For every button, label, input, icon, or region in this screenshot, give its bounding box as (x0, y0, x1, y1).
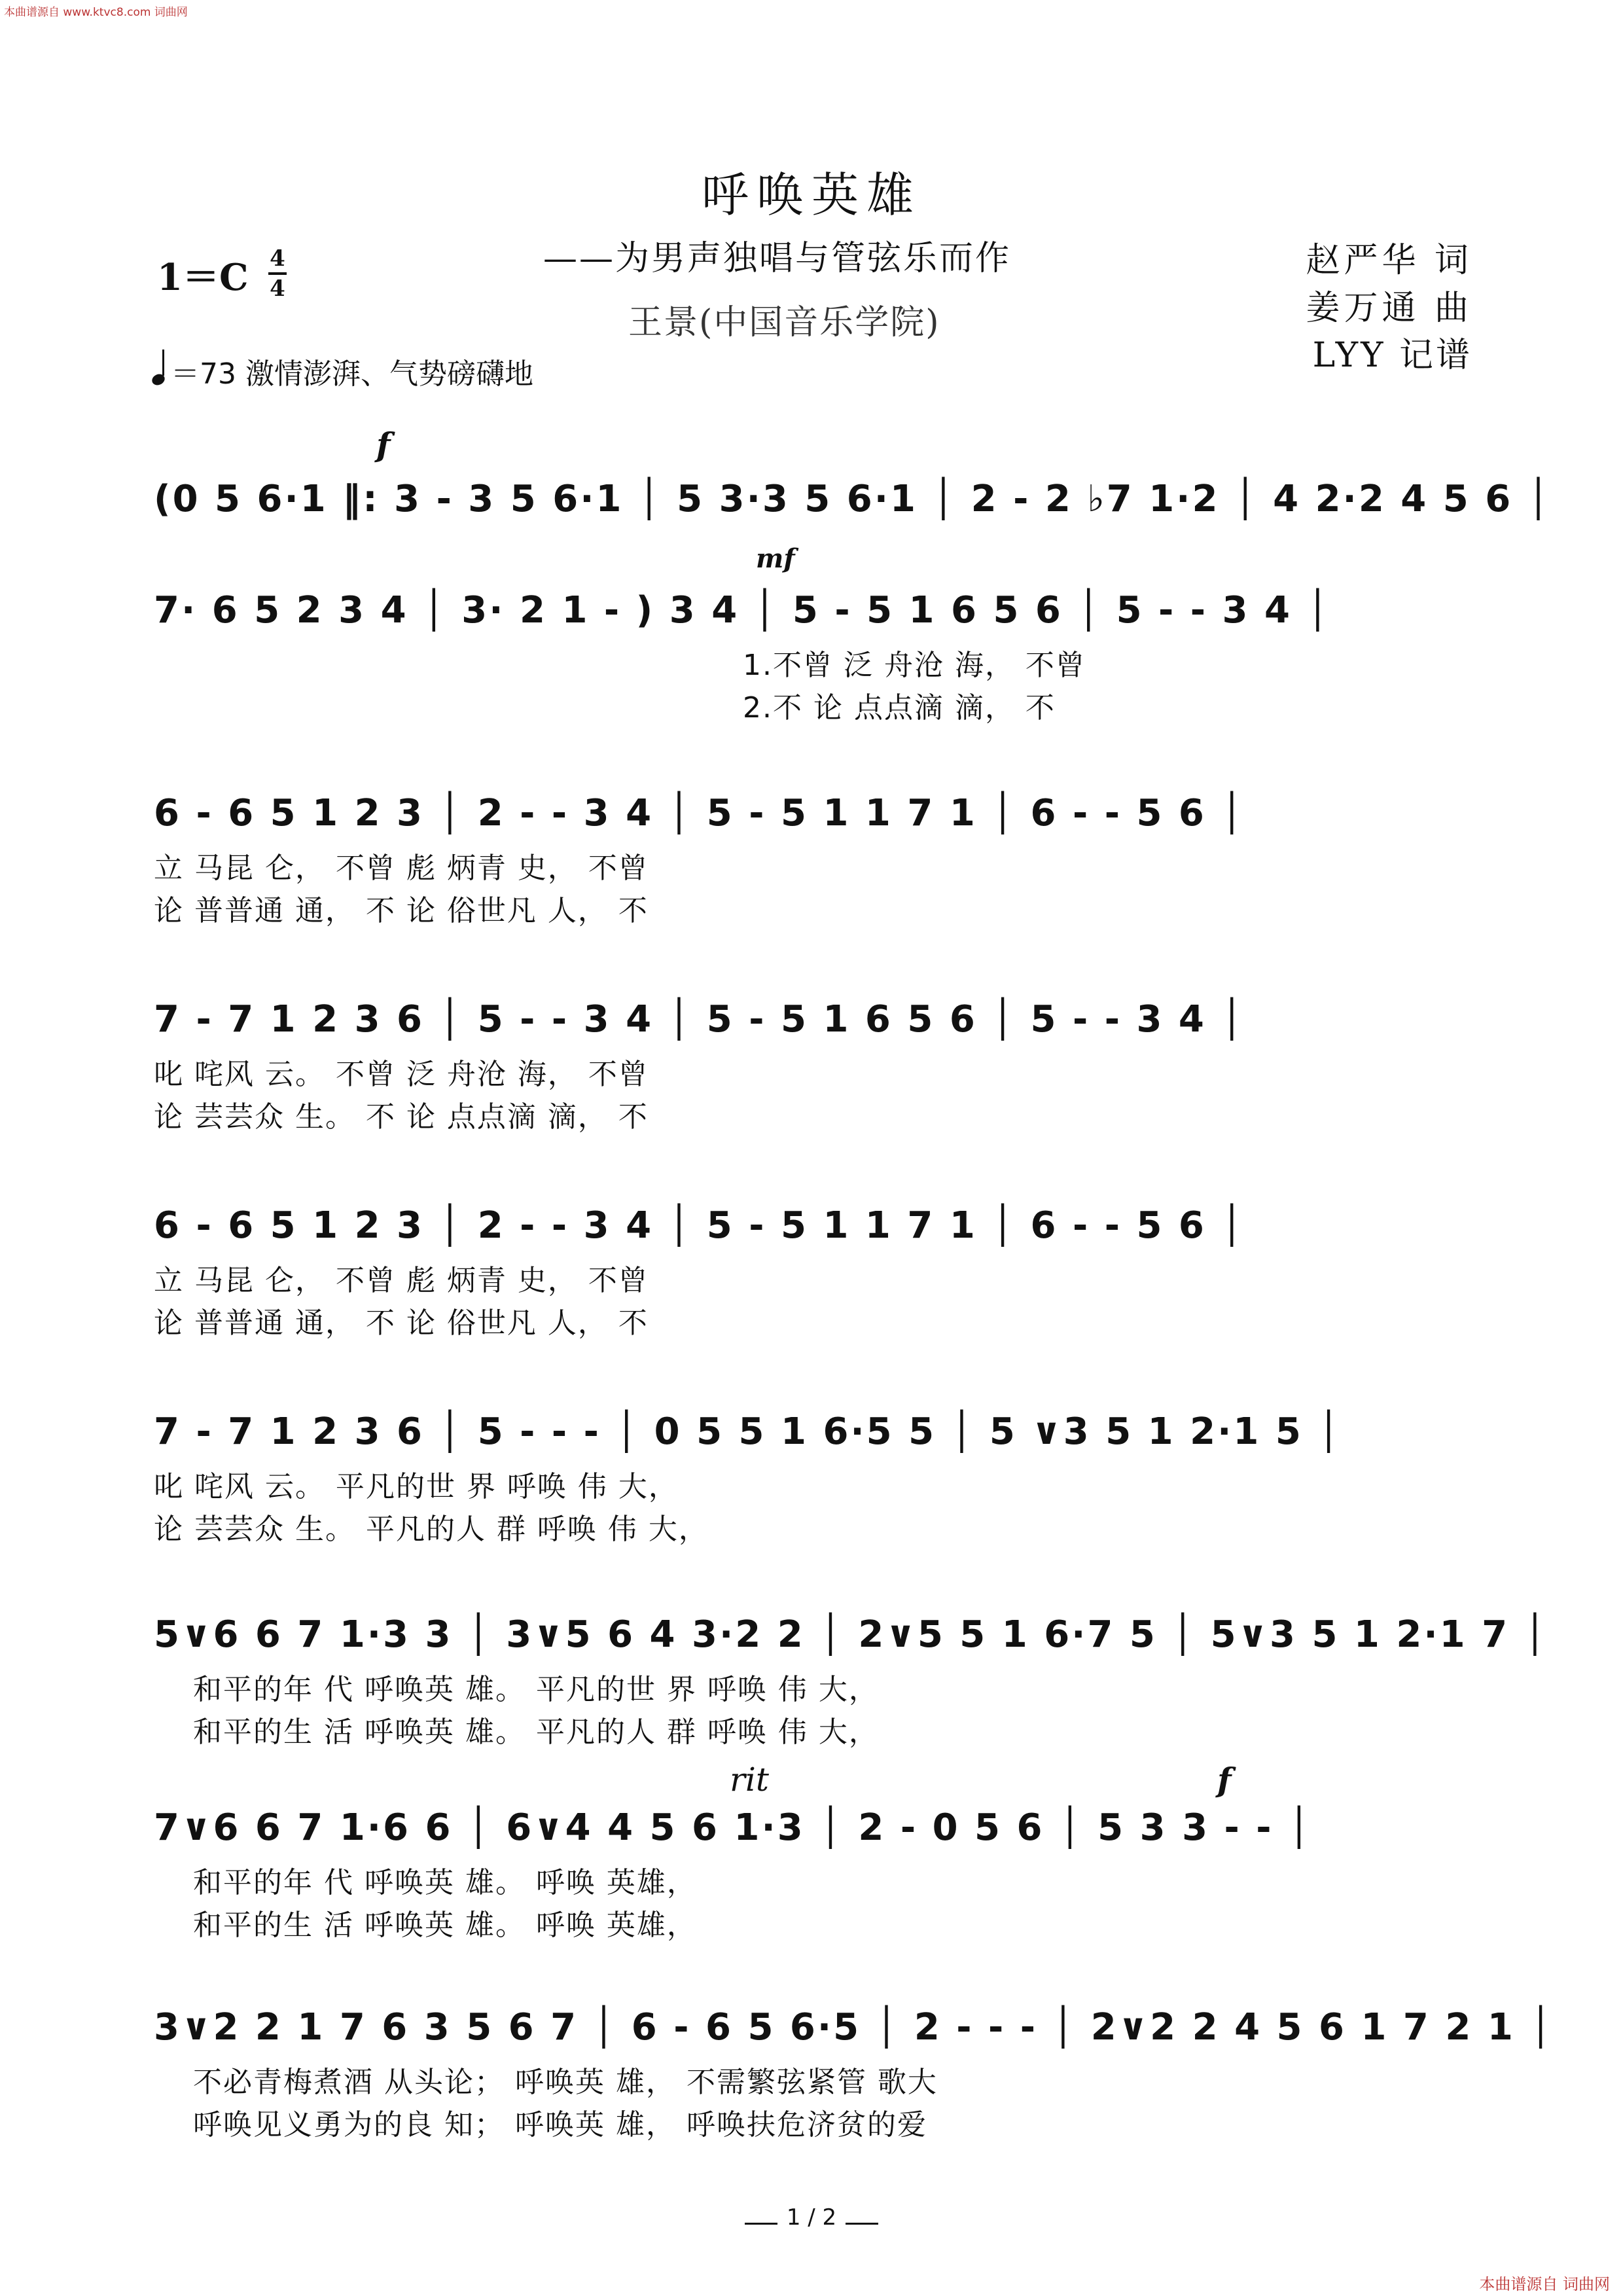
score-subtitle: ——为男声独唱与管弦乐而作 (543, 239, 1012, 278)
lyric-verse-2: 论 芸芸众 生。 不 论 点点滴 滴， 不 (154, 1100, 649, 1134)
rit-marking: rit (730, 1761, 769, 1799)
dynamic-marking: f (376, 425, 391, 464)
page-number-text: 1 / 2 (786, 2204, 837, 2231)
score-title: 呼唤英雄 (701, 168, 921, 223)
notation-line: (0 5 6·1 ‖: 3 - 3 5 6·1 │ 5 3·3 5 6·1 │ 2 - 2 ♭7 1·2 │ 4 2·2 4 5 6 │ (154, 478, 1552, 520)
lyric-verse-1: 和平的年 代 呼唤英 雄。 平凡的世 界 呼唤 伟 大， (193, 1673, 879, 1706)
notation-line: 7· 6 5 2 3 4 │ 3· 2 1 - ) 3 4 │ 5 - 5 1 6 5 6 │ 5 - - 3 4 │ (154, 589, 1331, 632)
lyric-verse-2: 和平的生 活 呼唤英 雄。 呼唤 英雄， (193, 1909, 697, 1942)
lyric-verse-2: 论 普普通 通， 不 论 俗世凡 人， 不 (154, 1306, 649, 1340)
lyric-verse-2: 和平的生 活 呼唤英 雄。 平凡的人 群 呼唤 伟 大， (193, 1715, 879, 1749)
page-number-rule-left (745, 2223, 777, 2225)
notation-line: 7 - 7 1 2 3 6 │ 5 - - 3 4 │ 5 - 5 1 6 5 6 │ 5 - - 3 4 │ (154, 998, 1245, 1041)
lyric-verse-1: 叱 咤风 云。 不曾 泛 舟沧 海， 不曾 (154, 1058, 649, 1091)
page-number (0, 2204, 1623, 2231)
notation-line: 6 - 6 5 1 2 3 │ 2 - - 3 4 │ 5 - 5 1 1 7 1 │ 6 - - 5 6 │ (154, 1204, 1245, 1247)
dynamic-marking: mf (756, 543, 795, 574)
page-number-rule-right (846, 2223, 878, 2225)
watermark-top: 本曲谱源自 www.ktvc8.com 词曲网 (4, 6, 188, 19)
time-sig-bar (268, 272, 287, 275)
notation-line: 7∨6 6 7 1·6 6 │ 6∨4 4 5 6 1·3 │ 2 - 0 5 6 │ 5 3 3 - - │ (154, 1806, 1312, 1849)
lyric-verse-1: 1.不曾 泛 舟沧 海， 不曾 (743, 649, 1086, 682)
tempo-marking (152, 350, 533, 392)
lyric-verse-1: 立 马昆 仑， 不曾 彪 炳青 史， 不曾 (154, 852, 649, 885)
notation-line: 6 - 6 5 1 2 3 │ 2 - - 3 4 │ 5 - 5 1 1 7 1 │ 6 - - 5 6 │ (154, 792, 1245, 834)
time-sig-bottom: 4 (270, 276, 285, 302)
lyric-verse-2: 呼唤见义勇为的良 知； 呼唤英 雄， 呼唤扶危济贫的爱 (193, 2108, 927, 2142)
composer-credit: 姜万通 曲 (1306, 289, 1472, 328)
lyric-verse-2: 2.不 论 点点滴 滴， 不 (743, 691, 1056, 725)
lyric-verse-2: 论 普普通 通， 不 论 俗世凡 人， 不 (154, 894, 649, 927)
time-signature (268, 246, 287, 301)
tempo-text: ＝73 激情澎湃、气势磅礴地 (171, 357, 533, 391)
watermark-bottom: 本曲谱源自 词曲网 (1479, 2275, 1610, 2293)
dynamic-marking: f (1217, 1761, 1232, 1799)
arranger: 王景(中国音乐学院) (628, 303, 940, 342)
notation-line: 7 - 7 1 2 3 6 │ 5 - - - │ 0 5 5 1 6·5 5 │ 5 ∨3 5 1 2·1 5 │ (154, 1410, 1342, 1453)
transcriber-credit: LYY 记谱 (1312, 336, 1472, 375)
lyric-verse-1: 立 马昆 仑， 不曾 彪 炳青 史， 不曾 (154, 1264, 649, 1297)
lyric-verse-2: 论 芸芸众 生。 平凡的人 群 呼唤 伟 大， (154, 1513, 709, 1546)
lyric-verse-1: 和平的年 代 呼唤英 雄。 呼唤 英雄， (193, 1866, 697, 1899)
lyric-verse-1: 叱 咤风 云。 平凡的世 界 呼唤 伟 大， (154, 1470, 679, 1503)
notation-line: 5∨6 6 7 1·3 3 │ 3∨5 6 4 3·2 2 │ 2∨5 5 1 6·7 5 │ 5∨3 5 1 2·1 7 │ (154, 1613, 1548, 1656)
key-signature: 1＝C (157, 256, 249, 299)
lyric-verse-1: 不必青梅煮酒 从头论； 呼唤英 雄， 不需繁弦紧管 歌大 (193, 2066, 938, 2099)
lyricist-credit: 赵严华 词 (1306, 241, 1472, 280)
note-stem-icon (162, 350, 164, 376)
notation-line: 3∨2 2 1 7 6 3 5 6 7 │ 6 - 6 5 6·5 │ 2 - - - │ 2∨2 2 4 5 6 1 7 2 1 │ (154, 2006, 1554, 2049)
time-sig-top: 4 (270, 245, 285, 272)
